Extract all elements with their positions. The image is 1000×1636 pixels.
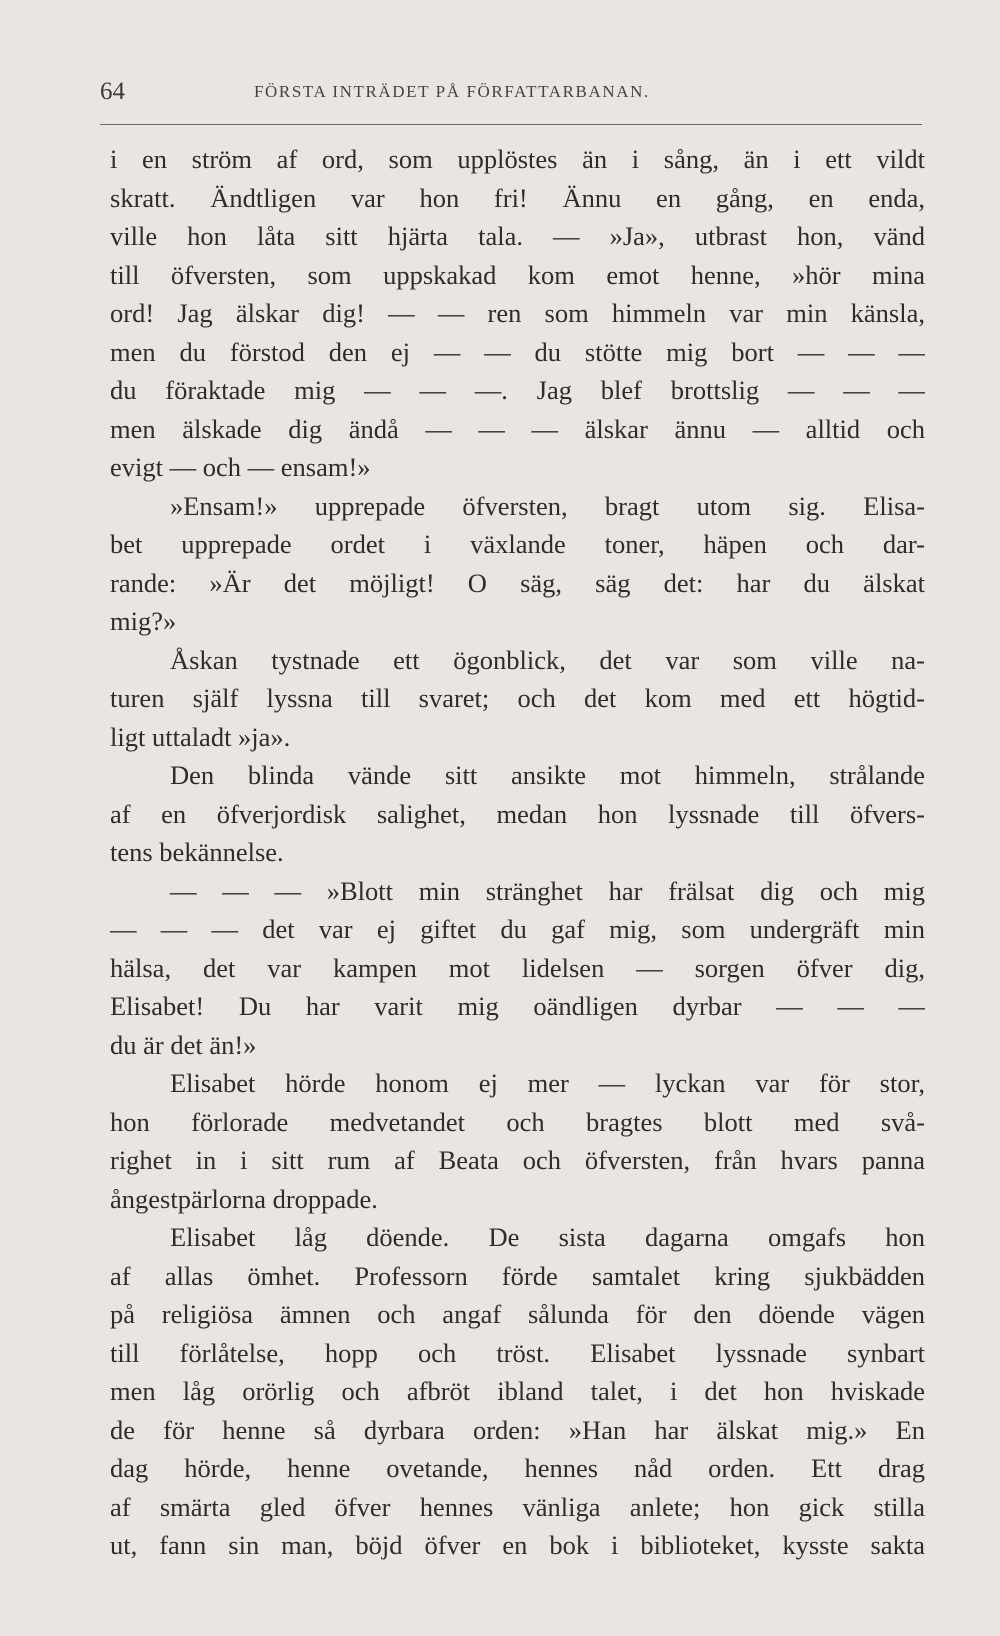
text-line: ville hon låta sitt hjärta tala. — »Ja», utbrast hon, vänd [110,221,925,251]
text-line: tens bekännelse. [110,837,284,867]
text-line: i en ström af ord, som upplöstes än i sång, än i ett vildt [110,144,925,174]
text-line: Elisabet hörde honom ej mer — lyckan var för stor, [170,1068,925,1098]
text-line: men låg orörlig och afbröt ibland talet, i det hon hviskade [110,1376,925,1406]
text-line: till förlåtelse, hopp och tröst. Elisabet lyssnade synbart [110,1337,925,1368]
text-line: turen själf lyssna till svaret; och det kom med ett högtid- [110,683,925,713]
text-line: af en öfverjordisk salighet, medan hon lyssnade till öfvers- [110,798,925,829]
text-line: — — — det var ej giftet du gaf mig, som undergräft min [110,914,925,944]
text-line: men du förstod den ej — — du stötte mig bort — — — [110,336,925,367]
text-line: hon förlorade medvetandet och bragtes blott med svå- [110,1106,925,1137]
text-line: mig?» [110,606,177,636]
text-line: hälsa, det var kampen mot lidelsen — sorgen öfver dig, [110,952,925,983]
text-line: righet in i sitt rum af Beata och öfversten, från hvars panna [110,1145,925,1175]
text-line: »Ensam!» upprepade öfversten, bragt utom sig. Elisa- [170,490,925,521]
text-line: ut, fann sin man, böjd öfver en bok i biblioteket, kysste sakta [110,1530,925,1560]
text-line: — — — »Blott min stränghet har frälsat dig och mig [170,875,925,906]
text-line: ligt uttaladt »ja». [110,721,291,752]
text-line: evigt — och — ensam!» [110,452,371,482]
text-line: Elisabet låg döende. De sista dagarna omgafs hon [170,1222,925,1252]
text-line: Den blinda vände sitt ansikte mot himmeln, strålande [170,760,925,790]
text-line: de för henne så dyrbara orden: »Han har älskat mig.» En [110,1414,925,1445]
text-line: Elisabet! Du har varit mig oändligen dyrbar — — — [110,991,925,1021]
text-line: du föraktade mig — — —. Jag blef brottslig — — — [110,375,925,405]
text-line: men älskade dig ändå — — — älskar ännu — alltid och [110,413,925,444]
text-line: ord! Jag älskar dig! — — ren som himmeln var min känsla, [110,298,925,328]
text-line: bet upprepade ordet i växlande toner, häpen och dar- [110,529,925,559]
text-line: af smärta gled öfver hennes vänliga anlete; hon gick stilla [110,1491,925,1522]
text-line: Åskan tystnade ett ögonblick, det var som ville na- [170,644,925,675]
running-head: FÖRSTA INTRÄDET PÅ FÖRFATTARBANAN. [254,82,650,101]
text-line: skratt. Ändtligen var hon fri! Ännu en gång, en enda, [110,182,925,213]
header-rule [100,124,922,125]
text-line: af allas ömhet. Professorn förde samtalet kring sjukbädden [110,1260,925,1291]
text-line: dag hörde, henne ovetande, hennes nåd orden. Ett drag [110,1453,925,1483]
text-line: rande: »Är det möjligt! O säg, säg det: har du älskat [110,567,925,598]
page-header [100,78,920,118]
text-line: du är det än!» [110,1029,257,1060]
text-line: till öfversten, som uppskakad kom emot henne, »hör mina [110,259,925,290]
text-line: på religiösa ämnen och angaf sålunda för den döende vägen [110,1299,925,1329]
body-text [110,140,925,1565]
page-number: 64 [100,78,125,105]
text-line: ångestpärlorna droppade. [110,1183,378,1214]
